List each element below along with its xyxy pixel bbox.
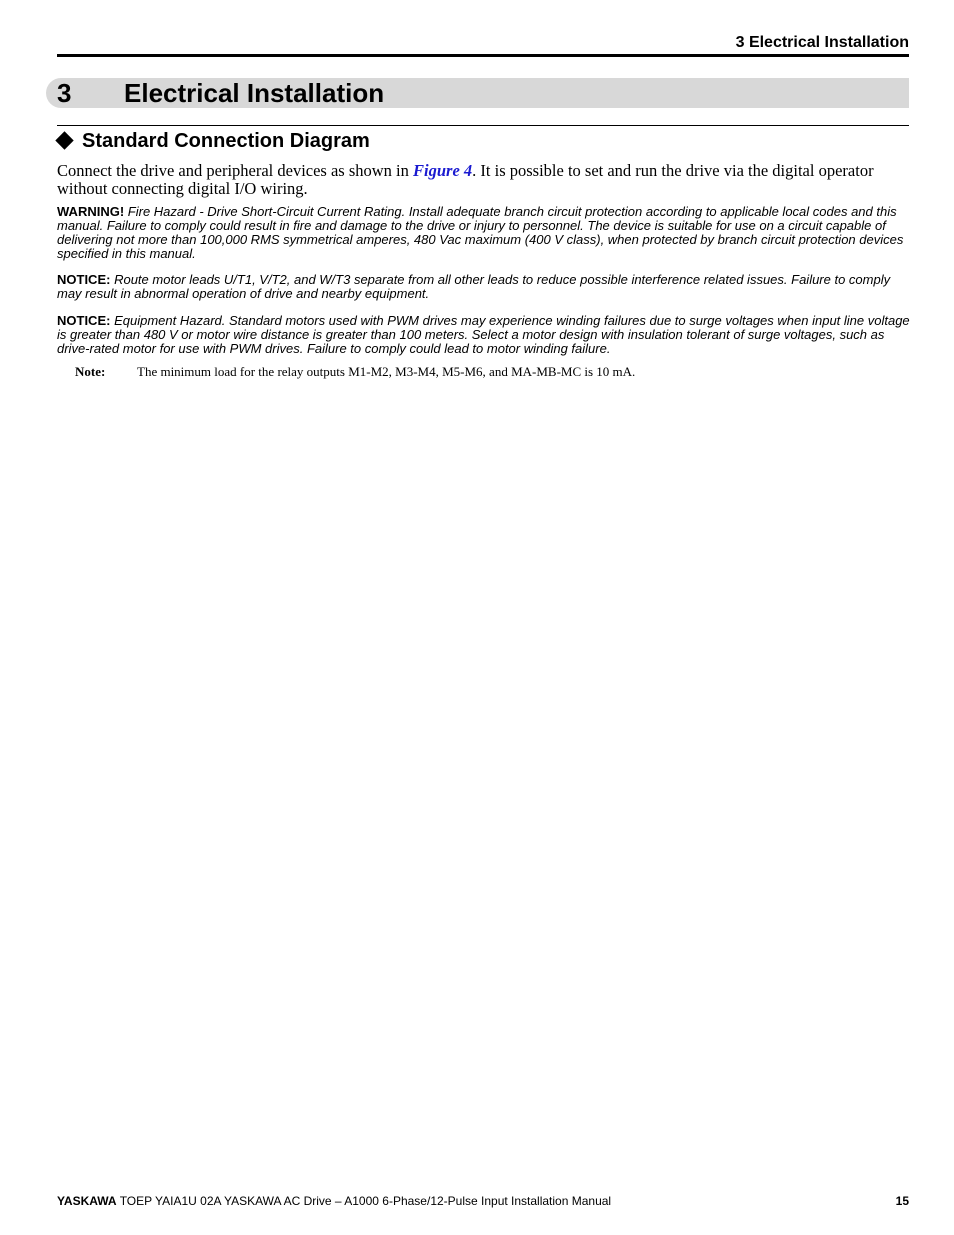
notice-label: NOTICE: — [57, 272, 111, 287]
intro-paragraph — [57, 162, 909, 198]
intro-text-after-link: . It is possible to set and run the drive via the digital operator without connecting digital I/O wiring. — [57, 161, 874, 198]
header-rule — [57, 54, 909, 57]
note-label: Note: — [75, 364, 106, 379]
notice-label: NOTICE: — [57, 313, 111, 328]
warning-text: Fire Hazard - Drive Short-Circuit Current Rating. Install adequate branch circuit protection according to applicable local codes and this manual. Failure to comply could result in fire and damage to the drive or injury to personnel. The device is suitable for use on a circuit capable of delivering not more than 100,000 RMS symmetrical amperes, 480 Vac maximum (400 V class), when protected by branch circuit protection devices specified in this manual. — [57, 204, 904, 261]
chapter-number: 3 — [57, 78, 72, 108]
warning-label: WARNING! — [57, 204, 125, 219]
section-heading — [55, 130, 370, 152]
chapter-title: Electrical Installation — [124, 78, 385, 108]
intro-text-before-link: Connect the drive and peripheral devices as shown in — [57, 161, 414, 180]
notice-text: Equipment Hazard. Standard motors used with PWM drives may experience winding failures due to surge voltages when input line voltage is greater than 480 V or motor wire distance is greater than 100 meters. Select a motor design with insulation tolerant of surge voltages, such as drive-rated motor for use with PWM drives. Failure to comply could lead to motor winding failure. — [57, 313, 910, 356]
notice-text: Route motor leads U/T1, V/T2, and W/T3 separate from all other leads to reduce possible interference related issues. Failure to comply may result in abnormal operation of drive and nearby equipment. — [57, 272, 891, 301]
section-rule — [57, 125, 909, 126]
page-number: 15 — [895, 1194, 909, 1208]
note-text: The minimum load for the relay outputs M1-M2, M3-M4, M5-M6, and MA-MB-MC is 10 mA. — [137, 364, 636, 379]
diamond-bullet-icon — [55, 132, 73, 150]
notice-block-equipment-hazard — [57, 314, 910, 356]
note-block — [75, 364, 635, 379]
notice-block-motor-leads — [57, 273, 910, 301]
warning-block — [57, 205, 910, 261]
figure-4-link[interactable]: Figure 4 — [413, 161, 473, 180]
running-header: 3 Electrical Installation — [735, 34, 909, 51]
page-footer — [57, 1194, 611, 1208]
footer-brand: YASKAWA — [57, 1194, 117, 1208]
chapter-heading-bar — [46, 78, 909, 108]
section-title: Standard Connection Diagram — [82, 130, 370, 152]
footer-doc-title: TOEP YAIA1U 02A YASKAWA AC Drive – A1000 6-Phase/12-Pulse Input Installation Manual — [116, 1194, 612, 1208]
